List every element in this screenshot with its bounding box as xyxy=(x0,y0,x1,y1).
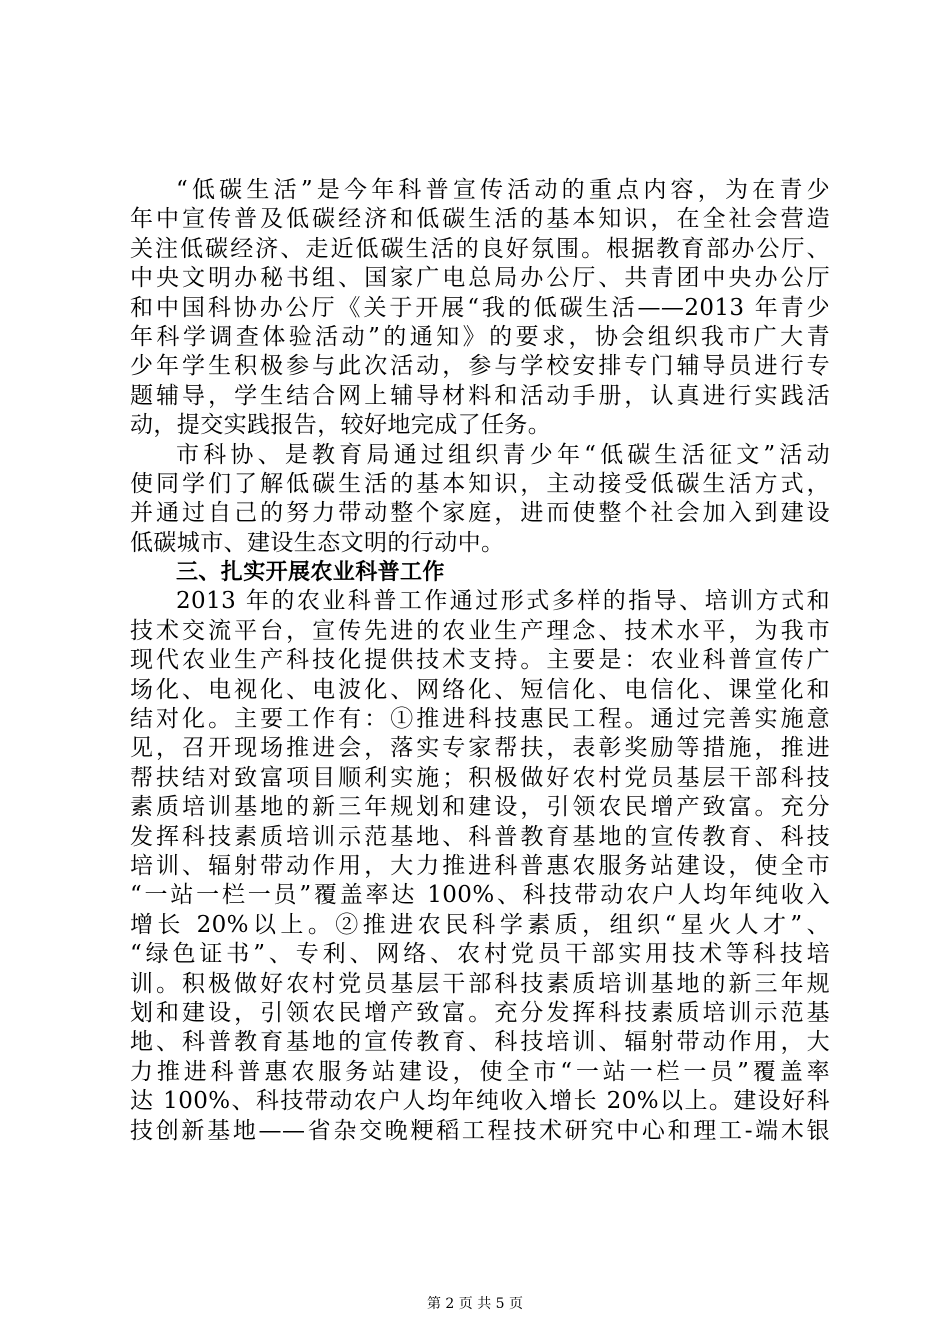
paragraph-1-line: 年中宣传普及低碳经济和低碳生活的基本知识，在全社会营造 xyxy=(130,206,830,233)
paragraph-3-line: “绿色证书”、专利、网络、农村党员干部实用技术等科技培 xyxy=(130,941,830,968)
paragraph-1-line: 中央文明办秘书组、国家广电总局办公厅、共青团中央办公厅 xyxy=(130,265,830,292)
paragraph-1-line: 年科学调查体验活动”的通知》的要求，协会组织我市广大青 xyxy=(130,323,830,350)
paragraph-2-line: 低碳城市、建设生态文明的行动中。 xyxy=(130,529,505,556)
paragraph-3-line: 地、科普教育基地的宣传教育、科技培训、辐射带动作用，大 xyxy=(130,1029,830,1056)
paragraph-3-line: 培训、辐射带动作用，大力推进科普惠农服务站建设，使全市 xyxy=(130,852,830,879)
paragraph-3-line: 现代农业生产科技化提供技术支持。主要是：农业科普宣传广 xyxy=(130,647,830,674)
paragraph-3-line: 技创新基地——省杂交晚粳稻工程技术研究中心和理工-端木银 xyxy=(130,1117,830,1144)
paragraph-3-line: 见，召开现场推进会，落实专家帮扶，表彰奖励等措施，推进 xyxy=(130,735,830,762)
paragraph-2-line: 并通过自己的努力带动整个家庭，进而使整个社会加入到建设 xyxy=(130,500,830,527)
paragraph-3-line: 划和建设，引领农民增产致富。充分发挥科技素质培训示范基 xyxy=(130,999,830,1026)
paragraph-3-line: 素质培训基地的新三年规划和建设，引领农民增产致富。充分 xyxy=(130,794,830,821)
paragraph-2-line: 市科协、是教育局通过组织青少年“低碳生活征文”活动 xyxy=(176,441,830,468)
paragraph-3-line: 训。积极做好农村党员基层干部科技素质培训基地的新三年规 xyxy=(130,970,830,997)
paragraph-1-line: 关注低碳经济、走近低碳生活的良好氛围。根据教育部办公厅、 xyxy=(130,235,830,262)
paragraph-2-line: 使同学们了解低碳生活的基本知识，主动接受低碳生活方式， xyxy=(130,470,830,497)
paragraph-1-line: “低碳生活”是今年科普宣传活动的重点内容，为在青少 xyxy=(176,177,830,203)
paragraph-1-line: 少年学生积极参与此次活动，参与学校安排专门辅导员进行专 xyxy=(130,353,830,380)
paragraph-3-line: 技术交流平台，宣传先进的农业生产理念、技术水平，为我市 xyxy=(130,617,830,644)
page-number-footer: 第 2 页 共 5 页 xyxy=(426,1296,524,1312)
paragraph-3-line: 力推进科普惠农服务站建设，使全市“一站一栏一员”覆盖率 xyxy=(130,1058,830,1085)
paragraph-3-line: 帮扶结对致富项目顺利实施；积极做好农村党员基层干部科技 xyxy=(130,764,830,791)
paragraph-3-line: 结对化。主要工作有：①推进科技惠民工程。通过完善实施意 xyxy=(130,706,830,733)
paragraph-1-line: 题辅导，学生结合网上辅导材料和活动手册，认真进行实践活 xyxy=(130,382,830,409)
paragraph-3-line: 增长 20%以上。②推进农民科学素质，组织“星火人才”、 xyxy=(130,911,830,938)
section-heading: 三、扎实开展农业科普工作 xyxy=(176,560,445,586)
paragraph-3-line: 发挥科技素质培训示范基地、科普教育基地的宣传教育、科技 xyxy=(130,823,830,850)
body-text xyxy=(130,176,830,1146)
paragraph-1-line: 动，提交实践报告，较好地完成了任务。 xyxy=(130,412,552,439)
paragraph-3-line: “一站一栏一员”覆盖率达 100%、科技带动农户人均年纯收入 xyxy=(130,882,830,909)
paragraph-3-line: 达 100%、科技带动农户人均年纯收入增长 20%以上。建设好科 xyxy=(130,1088,830,1115)
paragraph-3-line: 2013 年的农业科普工作通过形式多样的指导、培训方式和 xyxy=(176,588,830,615)
paragraph-3-line: 场化、电视化、电波化、网络化、短信化、电信化、课堂化和 xyxy=(130,676,830,703)
paragraph-1-line: 和中国科协办公厅《关于开展“我的低碳生活——2013 年青少 xyxy=(130,294,830,321)
